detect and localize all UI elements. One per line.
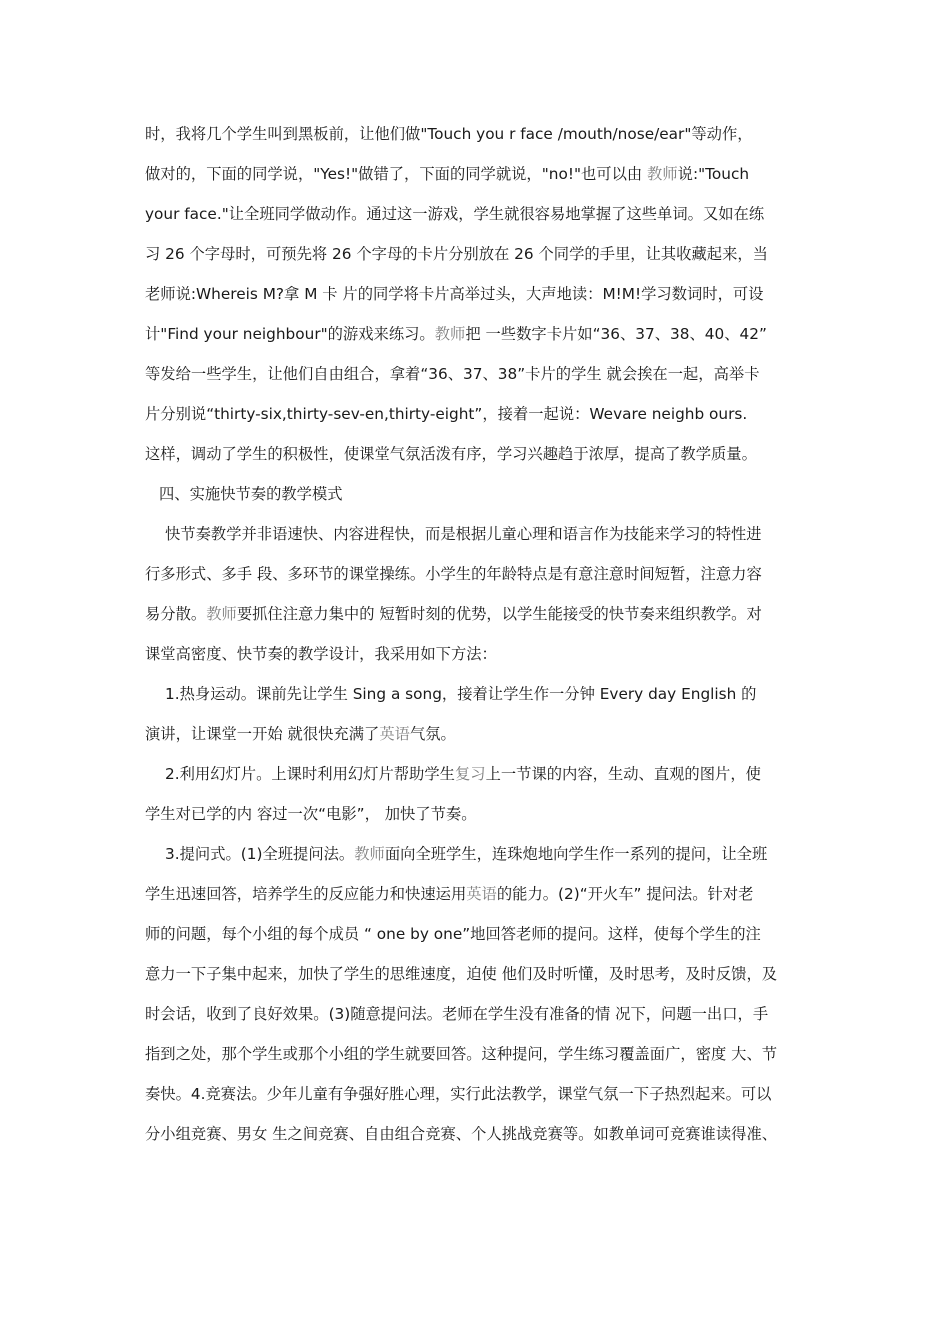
text-line: 时会话，收到了良好效果。(3)随意提问法。老师在学生没有准备的情 况下，问题一出口，手	[145, 1005, 769, 1023]
text-line: 老师说:Whereis M?拿 M 卡 片的同学将卡片高举过头，大声地读：M!M!学习数词时，可设	[145, 285, 764, 303]
text-line: 这样，调动了学生的积极性，使课堂气氛活泼有序，学习兴趣趋于浓厚，提高了教学质量。	[145, 445, 757, 463]
keyword-link[interactable]: 教师	[647, 165, 678, 183]
text-line: 奏快。4.竞赛法。少年儿童有争强好胜心理，实行此法教学，课堂气氛一下子热烈起来。可以	[145, 1085, 772, 1103]
text-line: 演讲，让课堂一开始 就很快充满了英语气氛。	[145, 725, 456, 743]
list-item-warmup	[145, 674, 810, 754]
keyword-link[interactable]: 教师	[206, 605, 237, 623]
text-line: 做对的，下面的同学说，"Yes!"做错了，下面的同学就说，"no!"也可以由 教师说:"Touch	[145, 165, 750, 183]
text-line: 指到之处，那个学生或那个小组的学生就要回答。这种提问，学生练习覆盖面广，密度 大、节	[145, 1045, 778, 1063]
paragraph-fast-pace	[145, 514, 810, 674]
text-line: 3.提问式。(1)全班提问法。教师面向全班学生，连珠炮地向学生作一系列的提问，让全班	[165, 845, 768, 863]
keyword-link[interactable]: 教师	[354, 845, 385, 863]
text-line: 师的问题，每个小组的每个成员 “ one by one”地回答老师的提问。这样，使每个学生的注	[145, 925, 761, 943]
text-line: 课堂高密度、快节奏的教学设计，我采用如下方法：	[145, 645, 497, 663]
text-line: 时，我将几个学生叫到黑板前，让他们做"Touch you r face /mouth/nose/ear"等动作，	[145, 125, 753, 143]
text-line: 习 26 个字母时，可预先将 26 个字母的卡片分别放在 26 个同学的手里，让其收藏起来，当	[145, 245, 768, 263]
text-line: 等发给一些学生，让他们自由组合，拿着“36、37、38”卡片的学生 就会挨在一起，高举卡	[145, 365, 760, 383]
keyword-link[interactable]: 教师	[434, 325, 466, 343]
list-item-questioning	[145, 834, 810, 1154]
keyword-link[interactable]: 英语	[466, 885, 497, 903]
text-line: 易分散。教师要抓住注意力集中的 短暂时刻的优势，以学生能接受的快节奏来组织教学。对	[145, 605, 762, 623]
text-line: 学生对已学的内 容过一次“电影”， 加快了节奏。	[145, 805, 477, 823]
list-item-slides	[145, 754, 810, 834]
paragraph-continuation	[145, 114, 810, 474]
text-line: your face."让全班同学做动作。通过这一游戏，学生就很容易地掌握了这些单词。又如在练	[145, 205, 765, 223]
text-line: 学生迅速回答，培养学生的反应能力和快速运用英语的能力。(2)“开火车” 提问法。针对老	[145, 885, 754, 903]
keyword-link[interactable]: 英语	[379, 725, 410, 743]
text-line: 分小组竞赛、男女 生之间竞赛、自由组合竞赛、个人挑战竞赛等。如教单词可竞赛谁读得准、	[145, 1125, 778, 1143]
document-page	[145, 114, 810, 1154]
text-line: 快节奏教学并非语速快、内容进程快，而是根据儿童心理和语言作为技能来学习的特性进	[165, 525, 762, 543]
text-line: 计"Find your neighbour"的游戏来练习。教师把 一些数字卡片如“36、37、38、40、42”	[145, 325, 767, 343]
text-line: 2.利用幻灯片。上课时利用幻灯片帮助学生复习上一节课的内容，生动、直观的图片，使	[165, 765, 761, 783]
keyword-link[interactable]: 复习	[454, 765, 486, 783]
section-heading: 四、实施快节奏的教学模式	[159, 485, 343, 503]
text-line: 1.热身运动。课前先让学生 Sing a song，接着让学生作一分钟 Every day English 的	[165, 685, 757, 703]
text-line: 片分别说“thirty-six,thirty-sev-en,thirty-eight”，接着一起说：Wevare neighb ours.	[145, 405, 748, 423]
text-line: 意力一下子集中起来，加快了学生的思维速度，迫使 他们及时听懂，及时思考，及时反馈，及	[145, 965, 778, 983]
text-line: 行多形式、多手 段、多环节的课堂操练。小学生的年龄特点是有意注意时间短暂，注意力容	[145, 565, 762, 583]
